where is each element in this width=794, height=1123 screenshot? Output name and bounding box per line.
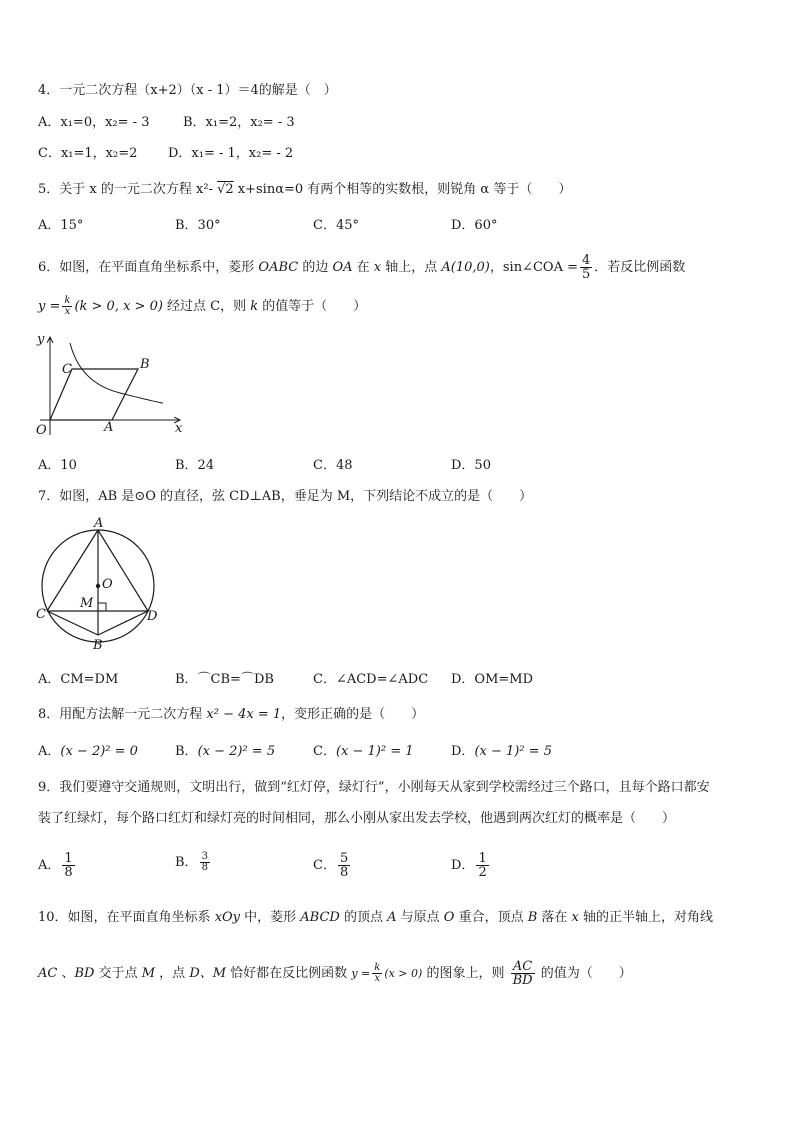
q10-stem-part: 落在 xyxy=(537,910,572,925)
q10-point-m: M xyxy=(141,966,156,981)
q6-label-x: x xyxy=(175,421,183,436)
q9-option-d-label: D． xyxy=(451,858,475,873)
q9-option-c-label: C． xyxy=(313,858,336,873)
q7-right-angle-mark xyxy=(98,603,106,611)
q10-points-dm: D、M xyxy=(189,966,227,981)
q4-option-d: D．x₁= - 1，x₂= - 2 xyxy=(168,146,294,161)
q6-label-b: B xyxy=(140,357,150,372)
q10-ratio-den: BD xyxy=(512,973,533,988)
q6-point-a: A(10,0) xyxy=(441,260,490,275)
q6-stem-part: ， xyxy=(489,260,503,275)
q10-func-fraction xyxy=(372,963,382,984)
q7-label-c: C xyxy=(36,607,46,622)
q6-sin-label: sin∠COA = xyxy=(502,260,579,275)
q10-stem-part: 10．如图，在平面直角坐标系 xyxy=(38,910,215,925)
q9-option-b-label: B． xyxy=(175,855,198,870)
q6-option-d: D．50 xyxy=(451,458,491,473)
q6-label-o: O xyxy=(36,423,47,438)
q10-stem-part: 中，菱形 xyxy=(240,910,301,925)
q6-x-var: x xyxy=(373,260,382,275)
q5-stem-part: x+sinα=0 有两个相等的实数根，则锐角 α 等于（ ） xyxy=(233,182,572,197)
q6-stem-part: 经过点 C，则 xyxy=(162,299,251,314)
q10-func-cond: (x > 0) xyxy=(384,967,423,980)
q8-option-b xyxy=(175,744,275,760)
q10-x-var: x xyxy=(571,910,579,925)
q8-option-c-expr: (x − 1)² = 1 xyxy=(335,744,414,759)
q10-stem-part: 交于点 xyxy=(94,966,142,981)
q10-stem-part: 重合，顶点 xyxy=(454,910,528,925)
q7-seg-cb xyxy=(47,611,98,635)
q9-option-a-num: 1 xyxy=(64,851,73,866)
q9-option-d-num: 1 xyxy=(478,851,487,866)
q6-option-c: C．48 xyxy=(313,458,353,473)
q10-ac: AC xyxy=(38,966,58,981)
q6-stem-line1 xyxy=(38,254,685,281)
q4-stem: 4．一元二次方程（x+2）（x - 1）＝4的解是（ ） xyxy=(38,83,337,98)
q6-side-name: OA xyxy=(332,260,353,275)
q9-option-b xyxy=(175,852,212,873)
q9-option-b-num: 3 xyxy=(201,851,208,862)
q9-option-c-den: 8 xyxy=(339,865,349,880)
q6-stem-part: 轴上，点 xyxy=(381,260,442,275)
q10-stem-part: 的图象上，则 xyxy=(422,966,509,981)
q10-ratio-fraction xyxy=(511,960,535,987)
q5-sqrt: √2 xyxy=(217,182,234,197)
q6-stem-part: 在 xyxy=(352,260,374,275)
q10-point-b: B xyxy=(527,910,538,925)
q6-func-fraction xyxy=(62,296,72,317)
q6-option-a: A．10 xyxy=(38,458,77,473)
q7-option-a: A．CM=DM xyxy=(38,672,119,687)
q10-stem-part: ，点 xyxy=(155,966,190,981)
q10-point-a: A xyxy=(387,910,397,925)
q10-func-num: k xyxy=(374,962,381,973)
q10-stem-part: 、 xyxy=(57,966,75,981)
q10-func-den: x xyxy=(374,973,381,984)
q6-func-lhs: y = xyxy=(38,299,61,314)
q8-option-c-label: C． xyxy=(313,744,336,759)
q8-option-d-label: D． xyxy=(451,744,475,759)
q6-rhombus-name: OABC xyxy=(258,260,299,275)
q8-stem-part: ，变形正确的是（ ） xyxy=(281,707,425,722)
q6-stem-part: 的边 xyxy=(298,260,333,275)
q6-option-b: B．24 xyxy=(175,458,215,473)
q10-stem-line2 xyxy=(38,960,632,987)
q4-option-c: C．x₁=1，x₂=2 xyxy=(38,146,138,161)
q7-option-b: B．⌒CB=⌒DB xyxy=(175,672,274,687)
q6-label-c: C xyxy=(62,362,72,377)
q10-xoy: xOy xyxy=(214,910,241,925)
q8-option-a xyxy=(38,744,138,760)
q7-seg-ad xyxy=(98,530,148,611)
q4-option-a: A．x₁=0，x₂= - 3 xyxy=(38,115,150,130)
q8-stem xyxy=(38,707,424,723)
q10-stem-part: 的值为（ ） xyxy=(536,966,632,981)
q8-stem-part: 8．用配方法解一元二次方程 xyxy=(38,707,207,722)
q8-option-b-expr: (x − 2)² = 5 xyxy=(197,744,276,759)
q7-label-o: O xyxy=(102,577,113,592)
q9-stem-line2: 装了红绿灯，每个路口红灯和绿灯亮的时间相同，那么小刚从家出发去学校，他遇到两次红灯的概率是（ ） xyxy=(38,811,676,826)
q4-option-b: B．x₁=2，x₂= - 3 xyxy=(183,115,295,130)
q7-label-b: B xyxy=(93,638,103,652)
q9-option-b-den: 8 xyxy=(201,862,208,873)
q10-stem-line1 xyxy=(38,910,713,926)
q8-option-d-expr: (x − 1)² = 5 xyxy=(474,744,552,759)
q8-option-d xyxy=(451,744,552,760)
q6-func-num: k xyxy=(64,295,71,306)
q8-option-c xyxy=(313,744,414,760)
q6-hyperbola xyxy=(70,343,163,403)
q7-option-d: D．OM=MD xyxy=(451,672,534,687)
q9-option-d-den: 2 xyxy=(478,865,487,880)
q9-option-c-num: 5 xyxy=(339,851,349,866)
q6-sin-num: 4 xyxy=(582,253,591,268)
q8-option-b-label: B． xyxy=(175,744,198,759)
q6-sin-fraction xyxy=(580,254,592,281)
q5-option-b: B．30° xyxy=(175,218,221,233)
q9-option-c-fraction xyxy=(338,852,350,879)
q10-ratio-num: AC xyxy=(511,960,535,974)
q6-stem-part: ．若反比例函数 xyxy=(594,260,686,275)
q9-option-d-fraction xyxy=(476,852,488,879)
q10-rhombus-name: ABCD xyxy=(300,910,340,925)
q8-equation: x² − 4x = 1 xyxy=(206,707,282,722)
q7-label-a: A xyxy=(94,516,104,531)
q10-func-lhs: y = xyxy=(351,967,371,980)
q7-center-dot xyxy=(96,584,100,588)
q6-label-a: A xyxy=(104,420,114,435)
q5-stem-part: 5．关于 x 的一元二次方程 x²- xyxy=(38,182,218,197)
q5-option-c: C．45° xyxy=(313,218,359,233)
q6-func-cond: (k > 0, x > 0) xyxy=(74,299,163,314)
q9-option-a-fraction xyxy=(62,852,74,879)
q9-option-b-fraction xyxy=(200,852,210,873)
q6-stem-line2 xyxy=(38,296,366,317)
q7-figure xyxy=(30,514,165,652)
q7-option-c: C．∠ACD=∠ADC xyxy=(313,672,429,687)
q6-k-var: k xyxy=(250,299,259,314)
q8-option-a-label: A． xyxy=(38,744,61,759)
q6-label-y: y xyxy=(37,332,45,347)
q5-stem xyxy=(38,182,571,198)
q10-stem-part: 恰好都在反比例函数 xyxy=(226,966,352,981)
q8-option-a-expr: (x − 2)² = 0 xyxy=(60,744,138,759)
q9-option-d xyxy=(451,852,491,879)
q10-stem-part: 轴的正半轴上，对角线 xyxy=(578,910,714,925)
q6-stem-part: 的值等于（ ） xyxy=(258,299,367,314)
q10-point-o: O xyxy=(443,910,455,925)
q10-bd: BD xyxy=(74,966,95,981)
q10-stem-part: 与原点 xyxy=(396,910,444,925)
q9-stem-line1: 9．我们要遵守交通规则，文明出行，做到“红灯停，绿灯行”，小刚每天从家到学校需经过三个路口，且每个路口都安 xyxy=(38,780,710,795)
q7-label-d: D xyxy=(147,609,158,624)
q9-option-a xyxy=(38,852,77,879)
q9-option-c xyxy=(313,852,352,879)
q6-stem-part: 6．如图，在平面直角坐标系中，菱形 xyxy=(38,260,259,275)
q6-sin-den: 5 xyxy=(582,267,591,282)
q10-stem-part: 的顶点 xyxy=(339,910,388,925)
q9-option-a-label: A． xyxy=(38,858,61,873)
q6-func-den: x xyxy=(64,306,71,317)
q5-option-a: A．15° xyxy=(38,218,84,233)
q9-option-a-den: 8 xyxy=(64,865,73,880)
q7-label-m: M xyxy=(80,596,94,611)
q5-option-d: D．60° xyxy=(451,218,498,233)
q7-stem: 7．如图，AB 是⊙O 的直径，弦 CD⊥AB，垂足为 M，下列结论不成立的是（ ） xyxy=(38,489,533,504)
q6-figure xyxy=(30,325,190,440)
